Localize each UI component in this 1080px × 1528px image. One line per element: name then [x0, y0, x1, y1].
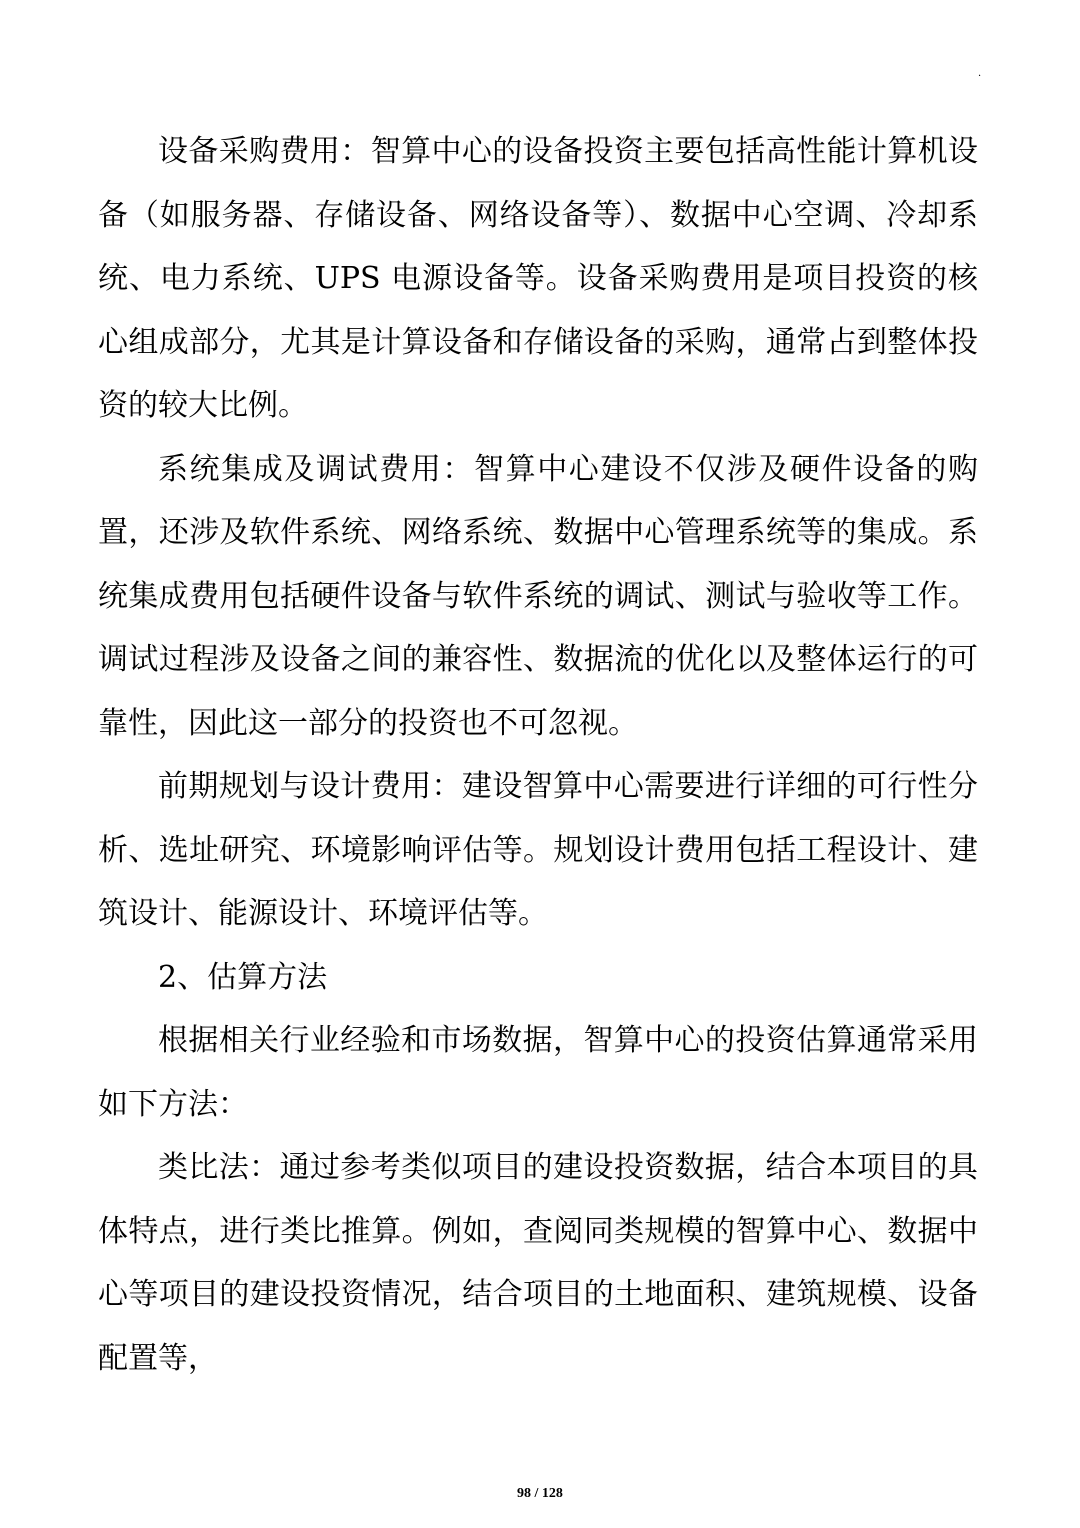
paragraph-integration-cost: 系统集成及调试费用：智算中心建设不仅涉及硬件设备的购置，还涉及软件系统、网络系统、数据中心管理系统等的集成。系统集成费用包括硬件设备与软件系统的调试、测试与验收等工作。调试过程涉及设备之间的兼容性、数据流的优化以及整体运行的可靠性，因此这一部分的投资也不可忽视。: [98, 451, 978, 741]
paragraph-analogy-method: 类比法：通过参考类似项目的建设投资数据，结合本项目的具体特点，进行类比推算。例如，查阅同类规模的智算中心、数据中心等项目的建设投资情况，结合项目的土地面积、建筑规模、设备配置等，: [98, 1150, 978, 1376]
document-body: [98, 120, 978, 1390]
header-mark: ·: [978, 71, 982, 82]
section-heading-estimation-method: 2、估算方法: [158, 959, 328, 995]
paragraph-equipment-cost: 设备采购费用：智算中心的设备投资主要包括高性能计算机设备（如服务器、存储设备、网络设备等）、数据中心空调、冷却系统、电力系统、UPS 电源设备等。设备采购费用是项目投资的核心组成部分，尤其是计算设备和存储设备的采购，通常占到整体投资的较大比例。: [98, 134, 978, 423]
page-number: 98 / 128: [517, 1486, 563, 1501]
paragraph-estimation-intro: 根据相关行业经验和市场数据，智算中心的投资估算通常采用如下方法：: [98, 1023, 978, 1122]
paragraph-planning-cost: 前期规划与设计费用：建设智算中心需要进行详细的可行性分析、选址研究、环境影响评估等。规划设计费用包括工程设计、建筑设计、能源设计、环境评估等。: [98, 769, 978, 931]
